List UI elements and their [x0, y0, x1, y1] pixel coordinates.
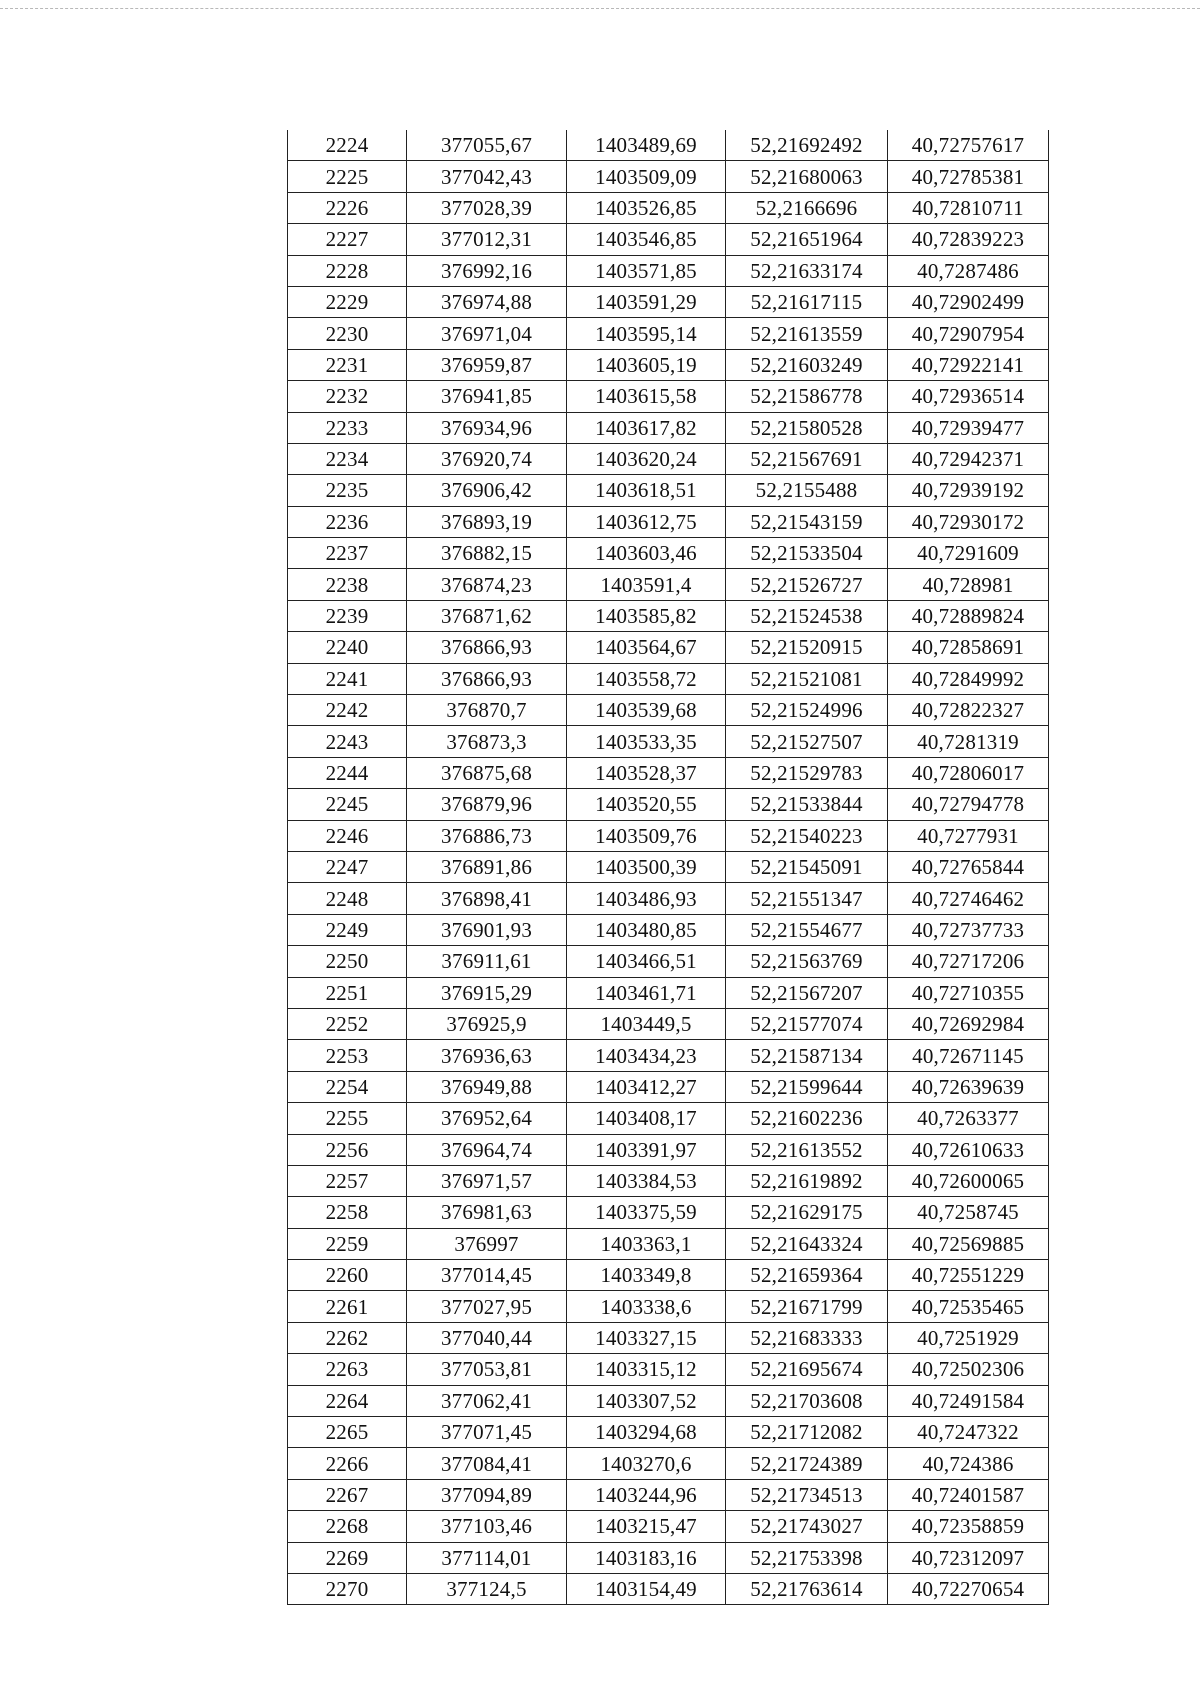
x-coordinate-cell: 376936,63 [407, 1040, 567, 1071]
table-row [288, 1417, 1049, 1448]
y-coordinate-cell: 1403338,6 [567, 1291, 726, 1322]
y-coordinate-cell: 1403349,8 [567, 1260, 726, 1291]
table-row [288, 726, 1049, 757]
y-coordinate-cell: 1403466,51 [567, 946, 726, 977]
longitude-cell: 40,7291609 [888, 538, 1049, 569]
latitude-cell: 52,2155488 [726, 475, 888, 506]
y-coordinate-cell: 1403183,16 [567, 1542, 726, 1573]
latitude-cell: 52,21543159 [726, 506, 888, 537]
y-coordinate-cell: 1403564,67 [567, 632, 726, 663]
point-number-cell: 2227 [288, 224, 407, 255]
latitude-cell: 52,21695674 [726, 1354, 888, 1385]
coordinates-table [287, 130, 1049, 1605]
longitude-cell: 40,7258745 [888, 1197, 1049, 1228]
y-coordinate-cell: 1403480,85 [567, 914, 726, 945]
latitude-cell: 52,21617115 [726, 286, 888, 317]
table-row [288, 130, 1049, 161]
point-number-cell: 2228 [288, 255, 407, 286]
longitude-cell: 40,72710355 [888, 977, 1049, 1008]
point-number-cell: 2225 [288, 161, 407, 192]
y-coordinate-cell: 1403486,93 [567, 883, 726, 914]
latitude-cell: 52,21692492 [726, 130, 888, 161]
point-number-cell: 2265 [288, 1417, 407, 1448]
point-number-cell: 2224 [288, 130, 407, 161]
table-row [288, 1542, 1049, 1573]
x-coordinate-cell: 376871,62 [407, 600, 567, 631]
x-coordinate-cell: 377012,31 [407, 224, 567, 255]
point-number-cell: 2236 [288, 506, 407, 537]
longitude-cell: 40,72922141 [888, 349, 1049, 380]
point-number-cell: 2268 [288, 1511, 407, 1542]
point-number-cell: 2261 [288, 1291, 407, 1322]
y-coordinate-cell: 1403603,46 [567, 538, 726, 569]
latitude-cell: 52,21526727 [726, 569, 888, 600]
point-number-cell: 2249 [288, 914, 407, 945]
x-coordinate-cell: 377094,89 [407, 1479, 567, 1510]
latitude-cell: 52,21577074 [726, 1008, 888, 1039]
longitude-cell: 40,7281319 [888, 726, 1049, 757]
latitude-cell: 52,21554677 [726, 914, 888, 945]
point-number-cell: 2270 [288, 1573, 407, 1604]
point-number-cell: 2259 [288, 1228, 407, 1259]
longitude-cell: 40,72907954 [888, 318, 1049, 349]
table-row [288, 1197, 1049, 1228]
longitude-cell: 40,72717206 [888, 946, 1049, 977]
x-coordinate-cell: 376886,73 [407, 820, 567, 851]
point-number-cell: 2256 [288, 1134, 407, 1165]
table-row [288, 443, 1049, 474]
y-coordinate-cell: 1403571,85 [567, 255, 726, 286]
point-number-cell: 2234 [288, 443, 407, 474]
table-row [288, 1165, 1049, 1196]
point-number-cell: 2248 [288, 883, 407, 914]
point-number-cell: 2240 [288, 632, 407, 663]
table-row [288, 1511, 1049, 1542]
latitude-cell: 52,21524996 [726, 695, 888, 726]
x-coordinate-cell: 377114,01 [407, 1542, 567, 1573]
table-row [288, 851, 1049, 882]
point-number-cell: 2260 [288, 1260, 407, 1291]
latitude-cell: 52,21671799 [726, 1291, 888, 1322]
x-coordinate-cell: 376959,87 [407, 349, 567, 380]
x-coordinate-cell: 376866,93 [407, 632, 567, 663]
latitude-cell: 52,21763614 [726, 1573, 888, 1604]
point-number-cell: 2245 [288, 789, 407, 820]
y-coordinate-cell: 1403244,96 [567, 1479, 726, 1510]
point-number-cell: 2255 [288, 1103, 407, 1134]
x-coordinate-cell: 377042,43 [407, 161, 567, 192]
point-number-cell: 2250 [288, 946, 407, 977]
table-row [288, 1008, 1049, 1039]
longitude-cell: 40,72569885 [888, 1228, 1049, 1259]
x-coordinate-cell: 377014,45 [407, 1260, 567, 1291]
y-coordinate-cell: 1403528,37 [567, 757, 726, 788]
point-number-cell: 2243 [288, 726, 407, 757]
latitude-cell: 52,21712082 [726, 1417, 888, 1448]
table-row [288, 506, 1049, 537]
longitude-cell: 40,72671145 [888, 1040, 1049, 1071]
table-row [288, 789, 1049, 820]
latitude-cell: 52,21580528 [726, 412, 888, 443]
longitude-cell: 40,724386 [888, 1448, 1049, 1479]
x-coordinate-cell: 376941,85 [407, 381, 567, 412]
scan-edge-line [0, 8, 1200, 9]
x-coordinate-cell: 376898,41 [407, 883, 567, 914]
longitude-cell: 40,72939192 [888, 475, 1049, 506]
y-coordinate-cell: 1403412,27 [567, 1071, 726, 1102]
y-coordinate-cell: 1403500,39 [567, 851, 726, 882]
latitude-cell: 52,21734513 [726, 1479, 888, 1510]
y-coordinate-cell: 1403363,1 [567, 1228, 726, 1259]
x-coordinate-cell: 377027,95 [407, 1291, 567, 1322]
table-row [288, 412, 1049, 443]
x-coordinate-cell: 376906,42 [407, 475, 567, 506]
longitude-cell: 40,72889824 [888, 600, 1049, 631]
longitude-cell: 40,72939477 [888, 412, 1049, 443]
point-number-cell: 2242 [288, 695, 407, 726]
longitude-cell: 40,72551229 [888, 1260, 1049, 1291]
latitude-cell: 52,21587134 [726, 1040, 888, 1071]
latitude-cell: 52,21533844 [726, 789, 888, 820]
table-row [288, 192, 1049, 223]
latitude-cell: 52,21659364 [726, 1260, 888, 1291]
table-row [288, 255, 1049, 286]
latitude-cell: 52,21613552 [726, 1134, 888, 1165]
point-number-cell: 2264 [288, 1385, 407, 1416]
longitude-cell: 40,7247322 [888, 1417, 1049, 1448]
x-coordinate-cell: 376875,68 [407, 757, 567, 788]
x-coordinate-cell: 377062,41 [407, 1385, 567, 1416]
table-row [288, 1260, 1049, 1291]
x-coordinate-cell: 377055,67 [407, 130, 567, 161]
longitude-cell: 40,72930172 [888, 506, 1049, 537]
table-row [288, 1040, 1049, 1071]
longitude-cell: 40,72312097 [888, 1542, 1049, 1573]
point-number-cell: 2252 [288, 1008, 407, 1039]
latitude-cell: 52,21599644 [726, 1071, 888, 1102]
x-coordinate-cell: 376879,96 [407, 789, 567, 820]
coordinates-table-body [288, 130, 1049, 1605]
table-row [288, 286, 1049, 317]
latitude-cell: 52,21586778 [726, 381, 888, 412]
longitude-cell: 40,72502306 [888, 1354, 1049, 1385]
point-number-cell: 2230 [288, 318, 407, 349]
x-coordinate-cell: 377124,5 [407, 1573, 567, 1604]
y-coordinate-cell: 1403294,68 [567, 1417, 726, 1448]
x-coordinate-cell: 376911,61 [407, 946, 567, 977]
point-number-cell: 2258 [288, 1197, 407, 1228]
latitude-cell: 52,21643324 [726, 1228, 888, 1259]
latitude-cell: 52,21703608 [726, 1385, 888, 1416]
y-coordinate-cell: 1403461,71 [567, 977, 726, 1008]
table-row [288, 1291, 1049, 1322]
x-coordinate-cell: 376964,74 [407, 1134, 567, 1165]
longitude-cell: 40,72692984 [888, 1008, 1049, 1039]
table-row [288, 538, 1049, 569]
longitude-cell: 40,72785381 [888, 161, 1049, 192]
latitude-cell: 52,21743027 [726, 1511, 888, 1542]
x-coordinate-cell: 376920,74 [407, 443, 567, 474]
y-coordinate-cell: 1403617,82 [567, 412, 726, 443]
longitude-cell: 40,72858691 [888, 632, 1049, 663]
longitude-cell: 40,72270654 [888, 1573, 1049, 1604]
point-number-cell: 2244 [288, 757, 407, 788]
longitude-cell: 40,72806017 [888, 757, 1049, 788]
point-number-cell: 2251 [288, 977, 407, 1008]
table-row [288, 946, 1049, 977]
latitude-cell: 52,21529783 [726, 757, 888, 788]
table-row [288, 977, 1049, 1008]
x-coordinate-cell: 376915,29 [407, 977, 567, 1008]
x-coordinate-cell: 377028,39 [407, 192, 567, 223]
y-coordinate-cell: 1403449,5 [567, 1008, 726, 1039]
y-coordinate-cell: 1403605,19 [567, 349, 726, 380]
latitude-cell: 52,21651964 [726, 224, 888, 255]
x-coordinate-cell: 376882,15 [407, 538, 567, 569]
y-coordinate-cell: 1403509,09 [567, 161, 726, 192]
point-number-cell: 2267 [288, 1479, 407, 1510]
latitude-cell: 52,21567691 [726, 443, 888, 474]
x-coordinate-cell: 377040,44 [407, 1322, 567, 1353]
latitude-cell: 52,21753398 [726, 1542, 888, 1573]
longitude-cell: 40,72401587 [888, 1479, 1049, 1510]
x-coordinate-cell: 376925,9 [407, 1008, 567, 1039]
table-row [288, 820, 1049, 851]
y-coordinate-cell: 1403384,53 [567, 1165, 726, 1196]
x-coordinate-cell: 376952,64 [407, 1103, 567, 1134]
y-coordinate-cell: 1403618,51 [567, 475, 726, 506]
x-coordinate-cell: 376866,93 [407, 663, 567, 694]
y-coordinate-cell: 1403520,55 [567, 789, 726, 820]
table-row [288, 224, 1049, 255]
latitude-cell: 52,21524538 [726, 600, 888, 631]
latitude-cell: 52,21545091 [726, 851, 888, 882]
x-coordinate-cell: 377084,41 [407, 1448, 567, 1479]
point-number-cell: 2226 [288, 192, 407, 223]
x-coordinate-cell: 376870,7 [407, 695, 567, 726]
point-number-cell: 2269 [288, 1542, 407, 1573]
point-number-cell: 2247 [288, 851, 407, 882]
table-row [288, 161, 1049, 192]
latitude-cell: 52,21551347 [726, 883, 888, 914]
longitude-cell: 40,72794778 [888, 789, 1049, 820]
point-number-cell: 2266 [288, 1448, 407, 1479]
longitude-cell: 40,72535465 [888, 1291, 1049, 1322]
x-coordinate-cell: 376934,96 [407, 412, 567, 443]
x-coordinate-cell: 377071,45 [407, 1417, 567, 1448]
table-row [288, 1448, 1049, 1479]
point-number-cell: 2239 [288, 600, 407, 631]
latitude-cell: 52,21683333 [726, 1322, 888, 1353]
longitude-cell: 40,728981 [888, 569, 1049, 600]
x-coordinate-cell: 376893,19 [407, 506, 567, 537]
table-row [288, 1573, 1049, 1604]
table-row [288, 1354, 1049, 1385]
latitude-cell: 52,21603249 [726, 349, 888, 380]
y-coordinate-cell: 1403315,12 [567, 1354, 726, 1385]
longitude-cell: 40,72810711 [888, 192, 1049, 223]
y-coordinate-cell: 1403539,68 [567, 695, 726, 726]
x-coordinate-cell: 376873,3 [407, 726, 567, 757]
point-number-cell: 2263 [288, 1354, 407, 1385]
latitude-cell: 52,21540223 [726, 820, 888, 851]
latitude-cell: 52,21567207 [726, 977, 888, 1008]
longitude-cell: 40,72358859 [888, 1511, 1049, 1542]
y-coordinate-cell: 1403307,52 [567, 1385, 726, 1416]
table-row [288, 600, 1049, 631]
latitude-cell: 52,21633174 [726, 255, 888, 286]
y-coordinate-cell: 1403408,17 [567, 1103, 726, 1134]
x-coordinate-cell: 376974,88 [407, 286, 567, 317]
table-row [288, 663, 1049, 694]
y-coordinate-cell: 1403154,49 [567, 1573, 726, 1604]
x-coordinate-cell: 376891,86 [407, 851, 567, 882]
latitude-cell: 52,21680063 [726, 161, 888, 192]
coordinates-table-container [287, 130, 1049, 1605]
longitude-cell: 40,72491584 [888, 1385, 1049, 1416]
table-row [288, 632, 1049, 663]
y-coordinate-cell: 1403612,75 [567, 506, 726, 537]
table-row [288, 757, 1049, 788]
y-coordinate-cell: 1403533,35 [567, 726, 726, 757]
latitude-cell: 52,21520915 [726, 632, 888, 663]
y-coordinate-cell: 1403327,15 [567, 1322, 726, 1353]
latitude-cell: 52,21602236 [726, 1103, 888, 1134]
x-coordinate-cell: 376981,63 [407, 1197, 567, 1228]
table-row [288, 1322, 1049, 1353]
table-row [288, 1071, 1049, 1102]
longitude-cell: 40,72936514 [888, 381, 1049, 412]
x-coordinate-cell: 376949,88 [407, 1071, 567, 1102]
latitude-cell: 52,21563769 [726, 946, 888, 977]
y-coordinate-cell: 1403615,58 [567, 381, 726, 412]
longitude-cell: 40,72849992 [888, 663, 1049, 694]
longitude-cell: 40,7251929 [888, 1322, 1049, 1353]
longitude-cell: 40,72737733 [888, 914, 1049, 945]
x-coordinate-cell: 376901,93 [407, 914, 567, 945]
latitude-cell: 52,21521081 [726, 663, 888, 694]
y-coordinate-cell: 1403270,6 [567, 1448, 726, 1479]
latitude-cell: 52,2166696 [726, 192, 888, 223]
y-coordinate-cell: 1403591,4 [567, 569, 726, 600]
longitude-cell: 40,72600065 [888, 1165, 1049, 1196]
y-coordinate-cell: 1403375,59 [567, 1197, 726, 1228]
point-number-cell: 2229 [288, 286, 407, 317]
point-number-cell: 2235 [288, 475, 407, 506]
y-coordinate-cell: 1403434,23 [567, 1040, 726, 1071]
table-row [288, 1103, 1049, 1134]
x-coordinate-cell: 376997 [407, 1228, 567, 1259]
table-row [288, 349, 1049, 380]
latitude-cell: 52,21724389 [726, 1448, 888, 1479]
longitude-cell: 40,7263377 [888, 1103, 1049, 1134]
longitude-cell: 40,7287486 [888, 255, 1049, 286]
x-coordinate-cell: 376971,57 [407, 1165, 567, 1196]
y-coordinate-cell: 1403391,97 [567, 1134, 726, 1165]
longitude-cell: 40,72746462 [888, 883, 1049, 914]
table-row [288, 695, 1049, 726]
longitude-cell: 40,72942371 [888, 443, 1049, 474]
x-coordinate-cell: 376874,23 [407, 569, 567, 600]
table-row [288, 1134, 1049, 1165]
longitude-cell: 40,72839223 [888, 224, 1049, 255]
y-coordinate-cell: 1403620,24 [567, 443, 726, 474]
point-number-cell: 2233 [288, 412, 407, 443]
point-number-cell: 2253 [288, 1040, 407, 1071]
latitude-cell: 52,21619892 [726, 1165, 888, 1196]
point-number-cell: 2241 [288, 663, 407, 694]
y-coordinate-cell: 1403489,69 [567, 130, 726, 161]
longitude-cell: 40,72610633 [888, 1134, 1049, 1165]
y-coordinate-cell: 1403509,76 [567, 820, 726, 851]
table-row [288, 569, 1049, 600]
point-number-cell: 2246 [288, 820, 407, 851]
x-coordinate-cell: 376971,04 [407, 318, 567, 349]
table-row [288, 1228, 1049, 1259]
y-coordinate-cell: 1403558,72 [567, 663, 726, 694]
point-number-cell: 2231 [288, 349, 407, 380]
x-coordinate-cell: 376992,16 [407, 255, 567, 286]
point-number-cell: 2232 [288, 381, 407, 412]
y-coordinate-cell: 1403591,29 [567, 286, 726, 317]
point-number-cell: 2254 [288, 1071, 407, 1102]
y-coordinate-cell: 1403546,85 [567, 224, 726, 255]
y-coordinate-cell: 1403526,85 [567, 192, 726, 223]
longitude-cell: 40,72639639 [888, 1071, 1049, 1102]
table-row [288, 318, 1049, 349]
table-row [288, 381, 1049, 412]
latitude-cell: 52,21527507 [726, 726, 888, 757]
table-row [288, 1479, 1049, 1510]
y-coordinate-cell: 1403595,14 [567, 318, 726, 349]
latitude-cell: 52,21629175 [726, 1197, 888, 1228]
x-coordinate-cell: 377053,81 [407, 1354, 567, 1385]
longitude-cell: 40,72822327 [888, 695, 1049, 726]
latitude-cell: 52,21613559 [726, 318, 888, 349]
longitude-cell: 40,72902499 [888, 286, 1049, 317]
x-coordinate-cell: 377103,46 [407, 1511, 567, 1542]
longitude-cell: 40,72757617 [888, 130, 1049, 161]
y-coordinate-cell: 1403585,82 [567, 600, 726, 631]
table-row [288, 883, 1049, 914]
table-row [288, 914, 1049, 945]
table-row [288, 1385, 1049, 1416]
longitude-cell: 40,72765844 [888, 851, 1049, 882]
table-row [288, 475, 1049, 506]
point-number-cell: 2262 [288, 1322, 407, 1353]
point-number-cell: 2238 [288, 569, 407, 600]
longitude-cell: 40,7277931 [888, 820, 1049, 851]
y-coordinate-cell: 1403215,47 [567, 1511, 726, 1542]
point-number-cell: 2257 [288, 1165, 407, 1196]
latitude-cell: 52,21533504 [726, 538, 888, 569]
point-number-cell: 2237 [288, 538, 407, 569]
